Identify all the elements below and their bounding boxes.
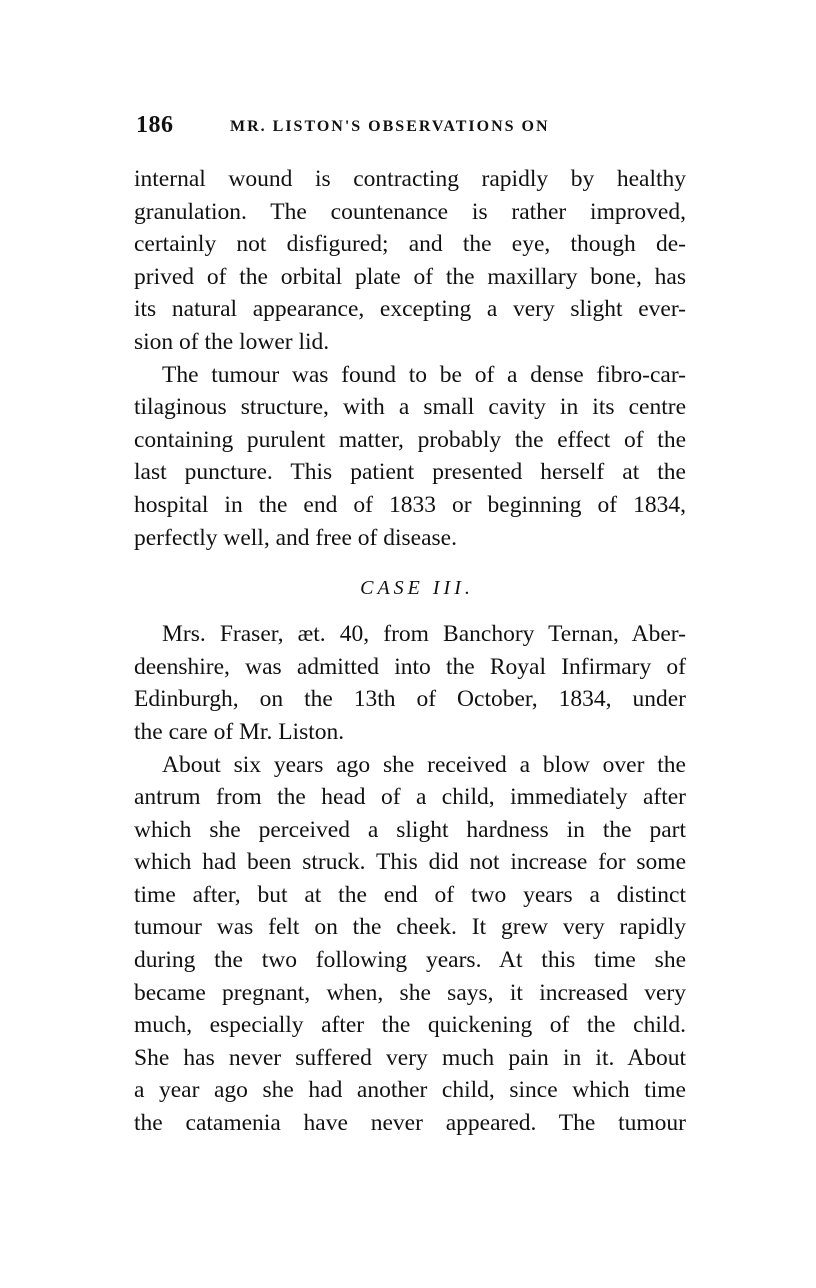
text-line: granulation. The countenance is rather improved, [134,198,686,225]
text-line: containing purulent matter, probably the effect of the [134,426,686,453]
paragraph-continuation [134,163,686,359]
text-line: prived of the orbital plate of the maxillary bone, has [134,263,686,290]
running-head [136,112,696,144]
text-line: The tumour was found to be of a dense fibro-car- [162,361,686,388]
text-line: which she perceived a slight hardness in the part [134,816,686,843]
text-line: time after, but at the end of two years a distinct [134,881,686,908]
text-line: Edinburgh, on the 13th of October, 1834, under [134,686,686,713]
case-heading: CASE III. [360,577,474,600]
text-line: became pregnant, when, she says, it increased very [134,979,686,1006]
text-line: sion of the lower lid. [134,328,330,355]
text-line: the care of Mr. Liston. [134,718,345,745]
text-line: during the two following years. At this time she [134,947,686,974]
paragraph-tumour-description [134,359,686,555]
paragraph-case-admission [134,618,686,748]
text-line: About six years ago she received a blow over the [162,751,686,778]
text-line: tilaginous structure, with a small cavity in its centre [134,394,686,421]
text-line: last puncture. This patient presented herself at the [134,459,686,486]
text-line: tumour was felt on the cheek. It grew very rapidly [134,914,686,941]
text-line: deenshire, was admitted into the Royal Infirmary of [134,653,686,680]
text-line: a year ago she had another child, since which time [134,1077,686,1104]
page-number: 186 [136,112,174,138]
text-line: internal wound is contracting rapidly by healthy [134,166,686,192]
paragraph-case-history [134,749,686,1140]
text-line: which had been struck. This did not increase for some [134,849,686,876]
text-line: perfectly well, and free of disease. [134,524,457,551]
text-line: Mrs. Fraser, æt. 40, from Banchory Ternan, Aber- [162,621,686,648]
text-line: hospital in the end of 1833 or beginning of 1834, [134,491,686,518]
text-line: certainly not disfigured; and the eye, though de- [134,231,686,258]
text-line: the catamenia have never appeared. The tumour [134,1110,686,1137]
body-text [134,163,686,1140]
running-title: MR. LISTON'S OBSERVATIONS ON [230,118,550,135]
text-line: She has never suffered very much pain in it. About [134,1044,686,1071]
text-line: antrum from the head of a child, immediately after [134,784,686,811]
text-line: much, especially after the quickening of the child. [134,1012,686,1039]
text-line: its natural appearance, excepting a very slight ever- [134,296,686,323]
